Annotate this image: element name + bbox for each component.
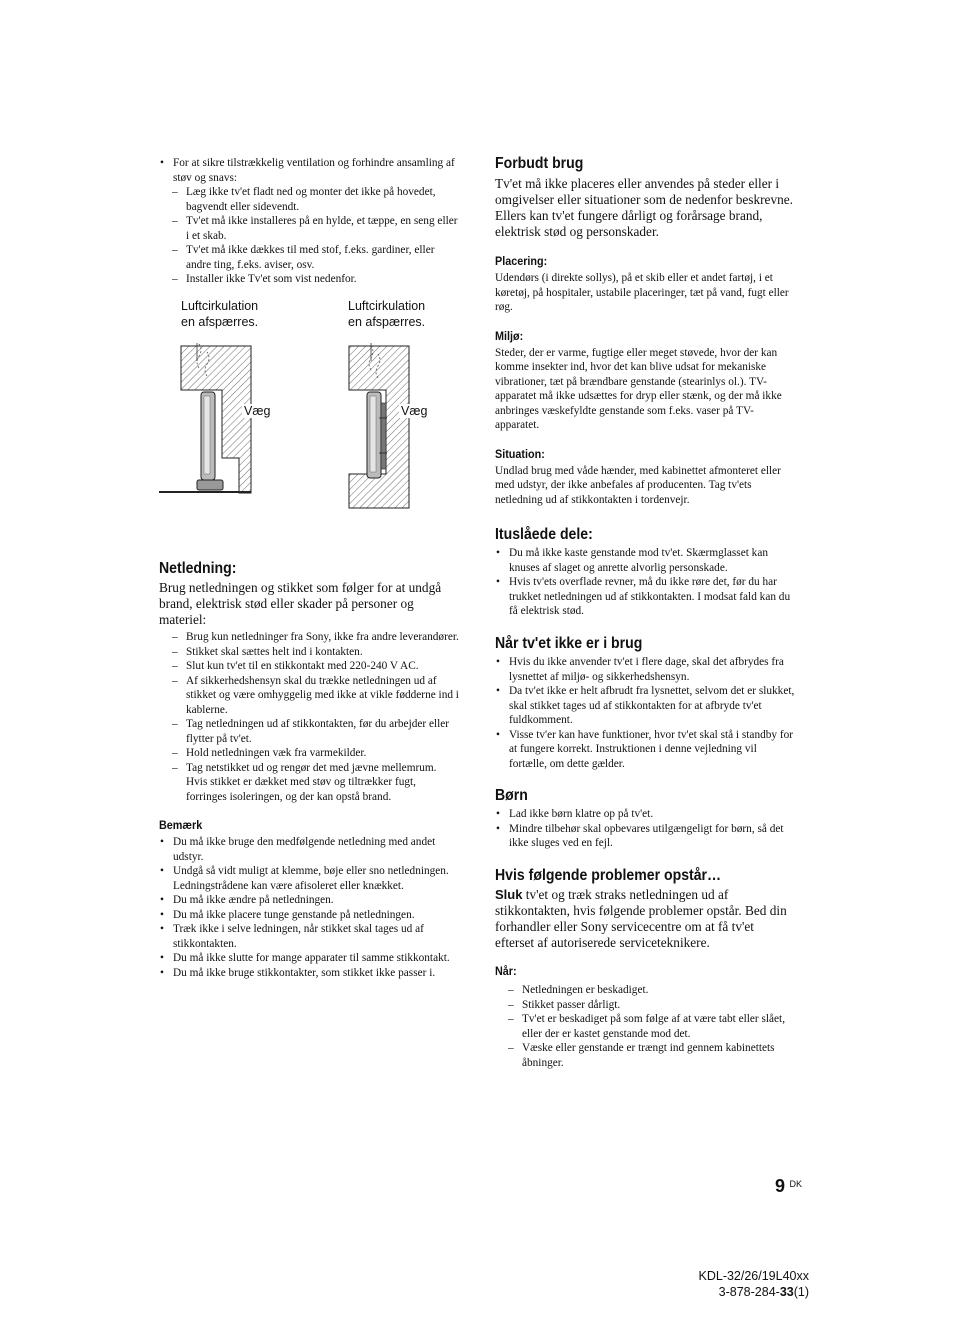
section-intro [495, 887, 795, 951]
caption-right-line2: en afspærres. [348, 314, 426, 329]
list-item: • Du må ikke placere tunge genstande på netledningen. [159, 908, 459, 923]
document-code [699, 1269, 810, 1300]
section-title: Hvis følgende problemer opstår… [495, 867, 722, 884]
ventilation-intro: • For at sikre tilstrækkelig ventilation og forhindre ansamling af støv og snavs: [159, 156, 459, 185]
list-item: – Væske eller genstande er trængt ind gennem kabinettets åbninger. [495, 1041, 795, 1070]
list-item: • Hvis tv'ets overflade revner, må du ikke røre det, før du har trukket netledningen ud af stikkontakten. I modsat fald kan du få elektrisk stød. [495, 575, 795, 619]
list-item: – Brug kun netledninger fra Sony, ikke fra andre leverandører. [159, 630, 459, 645]
subsection-text: Udendørs (i direkte sollys), på et skib eller et andet fartøj, i et køretøj, på hospitaler, ustabile placeringer, tæt på vand, fugt eller røg. [495, 272, 789, 313]
section-intro: Tv'et må ikke placeres eller anvendes på steder eller i omgivelser eller situationer som de nedenfor beskrevne. Ellers kan tv'et fungere dårligt og forårsage brand, elektrisk stød og personskader. [495, 176, 793, 239]
part-number-suffix: (1) [793, 1284, 809, 1299]
left-wall-diagram [159, 343, 251, 493]
list-item: – Stikket skal sættes helt ind i kontakten. [159, 645, 459, 660]
part-number-prefix: 3-878-284- [718, 1284, 780, 1299]
section-title: Ituslåede dele: [495, 526, 593, 543]
list-item: – Tv'et er beskadiget på som følge af at være tabt eller slået, eller der er kastet genstande mod det. [495, 1012, 795, 1041]
list-item: • Da tv'et ikke er helt afbrudt fra lysnettet, selvom det er slukket, skal stikket tages ud af stikkontakten for at afbryde tv'et fuldkomment. [495, 684, 795, 728]
list-item: – Tag netledningen ud af stikkontakten, før du arbejder eller flytter på tv'et. [159, 717, 459, 746]
right-wall-diagram [349, 343, 409, 508]
ikke-brug-section [495, 634, 795, 771]
note-title: Bemærk [159, 818, 203, 832]
list-item: • Du må ikke bruge stikkontakter, som stikket ikke passer i. [159, 966, 459, 981]
subsection-text: Steder, der er varme, fugtige eller meget støvede, hvor der kan komme insekter ind, hvor det kan blive udsat for mekaniske vibrationer, tæt på brændbare genstande (stearinlys ol.). TV-apparatet må ikke udsættes for dryp eller stænk, og der må ikke anbringes væskefyldte genstande som f.eks. vaser på TV-apparatet. [495, 346, 782, 431]
list-item: • Du må ikke bruge den medfølgende netledning med andet udstyr. [159, 835, 459, 864]
model-number: KDL-32/26/19L40xx [698, 1269, 809, 1283]
ituslaaede-section [495, 525, 795, 619]
ventilation-diagram [159, 298, 459, 516]
list-item: • Mindre tilbehør skal opbevares utilgængeligt for børn, så det ikke sluges ved en fejl. [495, 822, 795, 851]
wall-label-right: Væg [401, 404, 428, 418]
list-item: – Af sikkerhedshensyn skal du trække netledningen ud af stikket og være omhyggelig med ikke at vikle fødderne ind i kablerne. [159, 674, 459, 718]
subsection-title: Situation: [495, 446, 545, 461]
list-item: – Tv'et må ikke installeres på en hylde, et tæppe, en seng eller i et skab. [159, 214, 459, 243]
list-item: – Installer ikke Tv'et som vist nedenfor. [159, 272, 459, 287]
list-item: • Du må ikke kaste genstande mod tv'et. Skærmglasset kan knuses af slaget og anrette alvorlig personskade. [495, 546, 795, 575]
list-item: – Slut kun tv'et til en stikkontakt med 220-240 V AC. [159, 659, 459, 674]
section-title: Børn [495, 787, 528, 804]
sluk-emphasis: Sluk [495, 887, 523, 902]
ventilation-section [159, 156, 459, 287]
list-item: • Træk ikke i selve ledningen, når stikket skal tages ud af stikkontakten. [159, 922, 459, 951]
caption-right [348, 299, 425, 330]
list-item: • Lad ikke børn klatre op på tv'et. [495, 807, 795, 822]
subsection-text: Undlad brug med våde hænder, med kabinettet afmonteret eller med udstyr, der ikke anbefales af producenten. Tag tv'ets netledning ud af stikkontakten i tordenvejr. [495, 464, 781, 506]
list-item: – Netledningen er beskadiget. [495, 983, 795, 998]
subsection-title: Placering: [495, 254, 548, 268]
section-title: Forbudt brug [495, 155, 584, 172]
list-item: • Du må ikke ændre på netledningen. [159, 893, 459, 908]
caption-right-line1: Luftcirkulation [348, 299, 426, 313]
section-intro: Brug netledningen og stikket som følger for at undgå brand, elektrisk stød eller skader på personer og materiel: [159, 580, 442, 627]
language-code: DK [789, 1179, 802, 1189]
wall-label-left: Væg [244, 404, 271, 418]
list-item: • Du må ikke slutte for mange apparater til samme stikkontakt. [159, 951, 459, 966]
list-item: – Tv'et må ikke dækkes til med stof, f.eks. gardiner, eller andre ting, f.eks. aviser, osv. [159, 243, 459, 272]
forbudt-section [495, 154, 795, 507]
list-item: • Hvis du ikke anvender tv'et i flere dage, skal det afbrydes fra lysnettet af miljø- og sikkerhedshensyn. [495, 655, 795, 684]
page-number [775, 1176, 802, 1197]
caption-left [181, 299, 258, 330]
section-title: Netledning: [159, 560, 237, 577]
list-item: – Stikket passer dårligt. [495, 998, 795, 1013]
section-title: Når tv'et ikke er i brug [495, 635, 643, 652]
born-section [495, 786, 795, 851]
subsection-title: Miljø: [495, 328, 524, 343]
netledning-section [159, 559, 459, 980]
subsection-title: Når: [495, 964, 517, 978]
list-item: – Hold netledningen væk fra varmekilder. [159, 746, 459, 761]
part-number [699, 1285, 810, 1301]
list-item: – Tag netstikket ud og rengør det med jævne mellemrum. Hvis stikket er dækket med støv og tiltrækker fugt, forringes isoleringen, og der kan opstå brand. [159, 761, 459, 805]
caption-left-line1: Luftcirkulation [181, 299, 259, 313]
page-number-value: 9 [775, 1176, 786, 1196]
part-number-version: 33 [779, 1284, 794, 1299]
caption-left-line2: en afspærres. [181, 314, 259, 329]
list-item: – Læg ikke tv'et fladt ned og monter det ikke på hovedet, bagvendt eller sidevendt. [159, 185, 459, 214]
list-item: • Visse tv'er kan have funktioner, hvor tv'et skal stå i standby for at fungere korrekt. Instruktionen i denne vejledning vil fortælle, om dette gælder. [495, 728, 795, 772]
list-item: • Undgå så vidt muligt at klemme, bøje eller sno netledningen. Ledningstrådene kan være afisoleret eller knækket. [159, 864, 459, 893]
intro-rest: tv'et og træk straks netledningen ud af stikkontakten, hvis følgende problemer opstår. Bed din forhandler eller Sony servicecentre om at få tv'et efterset af autoriserede serviceteknikere. [495, 887, 787, 950]
problemer-section [495, 866, 795, 1070]
